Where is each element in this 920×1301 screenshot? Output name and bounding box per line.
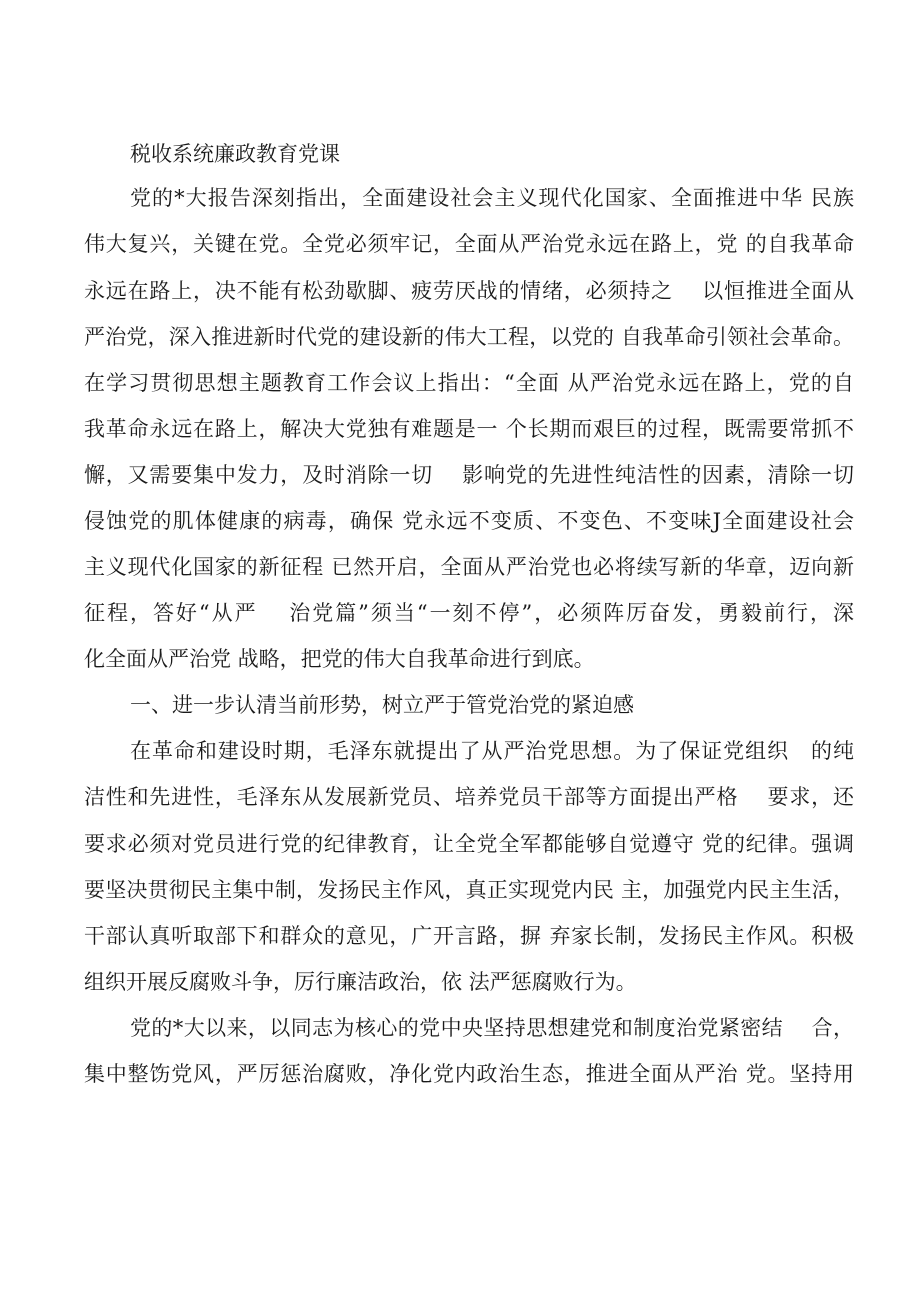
paragraph-4-line-1: 党的*大以来，以同志为核心的党中央坚持思想建党和制度治党紧密结 合， [130, 1016, 854, 1040]
paragraph-1-line-3: 永远在路上，决不能有松劲歇脚、疲劳厌战的情绪，必须持之 以恒推进全面从 [84, 279, 854, 303]
paragraph-1-line-11: 化全面从严治党 战略，把党的伟大自我革命进行到底。 [84, 647, 595, 671]
paragraph-3-line-2: 洁性和先进性，毛泽东从发展新党员、培养党员干部等方面提出严格 要求，还 [84, 785, 854, 809]
paragraph-1-line-9: 主义现代化国家的新征程 已然开启，全面从严治党也必将续写新的华章，迈向新 [84, 555, 854, 579]
paragraph-1-line-5: 在学习贯彻思想主题教育工作会议上指出：“全面 从严治党永远在路上，党的自 [84, 371, 854, 395]
paragraph-3-line-6: 组织开展反腐败斗争，厉行廉洁政治，依 法严惩腐败行为。 [84, 970, 637, 994]
paragraph-1-line-6: 我革命永远在路上，解决大党独有难题是一 个长期而艰巨的过程，既需要常抓不 [84, 417, 854, 441]
paragraph-1-line-1: 党的*大报告深刻指出，全面建设社会主义现代化国家、全面推进中华 民族 [130, 186, 854, 210]
document-title: 税收系统廉政教育党课 [130, 142, 340, 166]
paragraph-1-line-7: 懈，又需要集中发力，及时消除一切 影响党的先进性纯洁性的因素，清除一切 [84, 463, 854, 487]
paragraph-1-line-4: 严治党，深入推进新时代党的建设新的伟大工程，以党的 自我革命引领社会革命。 [84, 325, 854, 349]
paragraph-3-line-4: 要坚决贯彻民主集中制，发扬民主作风，真正实现党内民 主，加强党内民主生活， [84, 878, 854, 902]
section-heading: 一、进一步认清当前形势，树立严于管党治党的紧迫感 [130, 693, 634, 717]
paragraph-3-line-3: 要求必须对党员进行党的纪律教育，让全党全军都能够自觉遵守 党的纪律。强调 [84, 832, 854, 856]
paragraph-3-line-5: 干部认真听取部下和群众的意见，广开言路，摒 弃家长制，发扬民主作风。积极 [84, 924, 854, 948]
paragraph-1-line-10: 征程，答好“从严 治党篇”须当“一刻不停”，必须阵厉奋发，勇毅前行，深 [84, 601, 854, 625]
paragraph-3-line-1: 在革命和建设时期，毛泽东就提出了从严治党思想。为了保证党组织 的纯 [130, 739, 854, 763]
paragraph-4-line-2: 集中整饬党风，严厉惩治腐败，净化党内政治生态，推进全面从严治 党。坚持用 [84, 1062, 854, 1086]
paragraph-1-line-8: 侵蚀党的肌体健康的病毒，确保 党永远不变质、不变色、不变味J全面建设社会 [84, 509, 854, 533]
paragraph-1-line-2: 伟大复兴，关键在党。全党必须牢记，全面从严治党永远在路上，党 的自我革命 [84, 232, 854, 256]
